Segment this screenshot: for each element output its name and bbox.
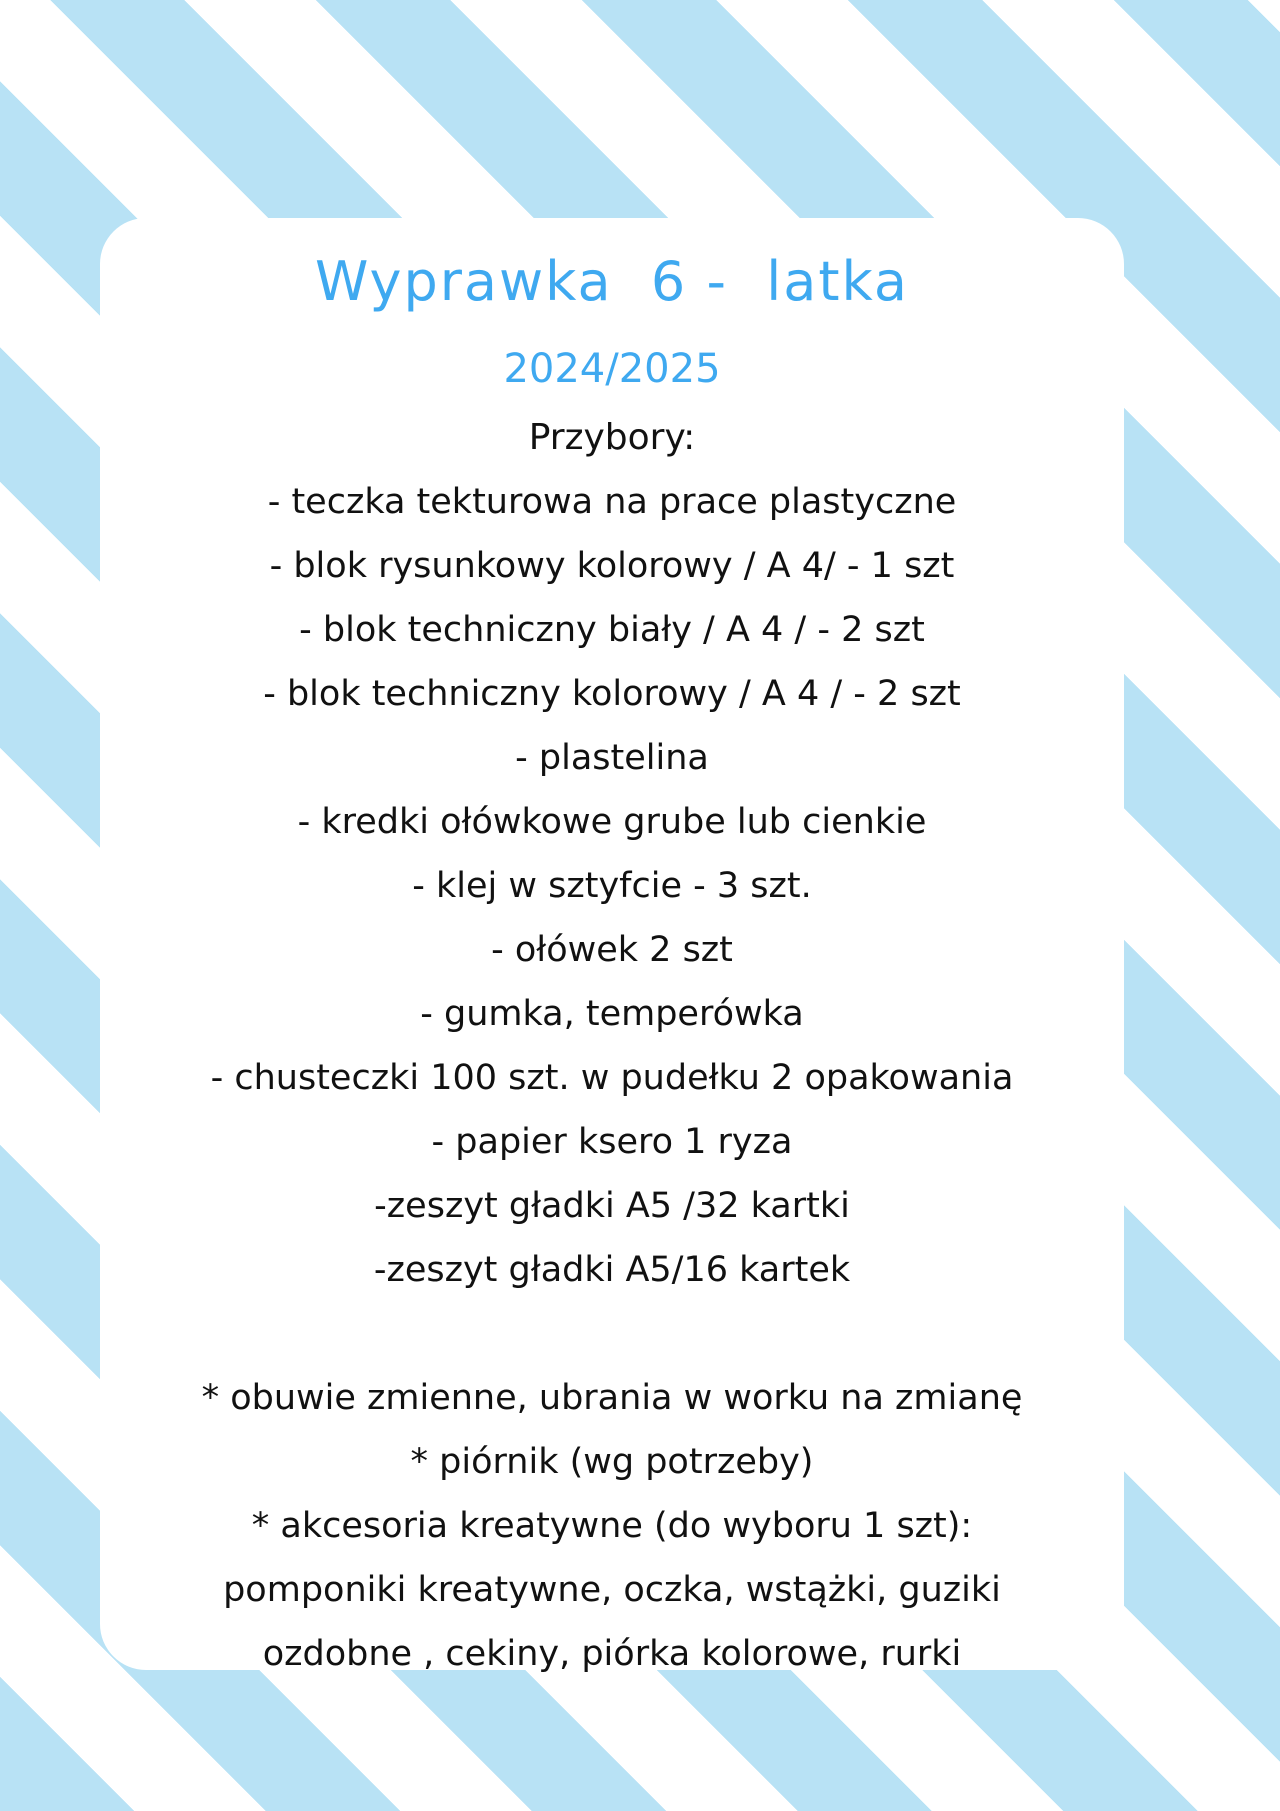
list-item: - gumka, temperówka [420,994,804,1034]
page-title: Wyprawka 6 - latka [315,250,909,313]
list-item: -zeszyt gładki A5/16 kartek [373,1250,851,1290]
list-item: - blok rysunkowy kolorowy / A 4/ - 1 szt [269,546,955,586]
list-item: - chusteczki 100 szt. w pudełku 2 opakowania [210,1058,1014,1098]
notes-list [100,1366,1124,1686]
note-item: * piórnik (wg potrzeby) [410,1442,814,1482]
list-item: - papier ksero 1 ryza [431,1122,793,1162]
list-item: - klej w sztyfcie - 3 szt. [412,866,812,906]
note-item: * akcesoria kreatywne (do wyboru 1 szt): [251,1506,973,1546]
list-item: - kredki ołówkowe grube lub cienkie [297,802,927,842]
school-year: 2024/2025 [503,346,721,392]
note-item: ozdobne , cekiny, piórka kolorowe, rurki [262,1634,962,1674]
list-item: - blok techniczny kolorowy / A 4 / - 2 szt [263,674,961,714]
spacer [100,1302,1124,1366]
section-heading: Przybory: [528,417,696,458]
note-item: pomponiki kreatywne, oczka, wstążki, guziki [223,1570,1001,1610]
list-item: - ołówek 2 szt [491,930,733,970]
list-item: - blok techniczny biały / A 4 / - 2 szt [299,610,925,650]
note-item: * obuwie zmienne, ubrania w worku na zmianę [201,1378,1023,1418]
list-item: - plastelina [515,738,709,778]
supplies-list [100,470,1124,1302]
content-card [100,218,1124,1674]
list-item: -zeszyt gładki A5 /32 kartki [374,1186,850,1226]
list-item: - teczka tekturowa na prace plastyczne [267,482,957,522]
